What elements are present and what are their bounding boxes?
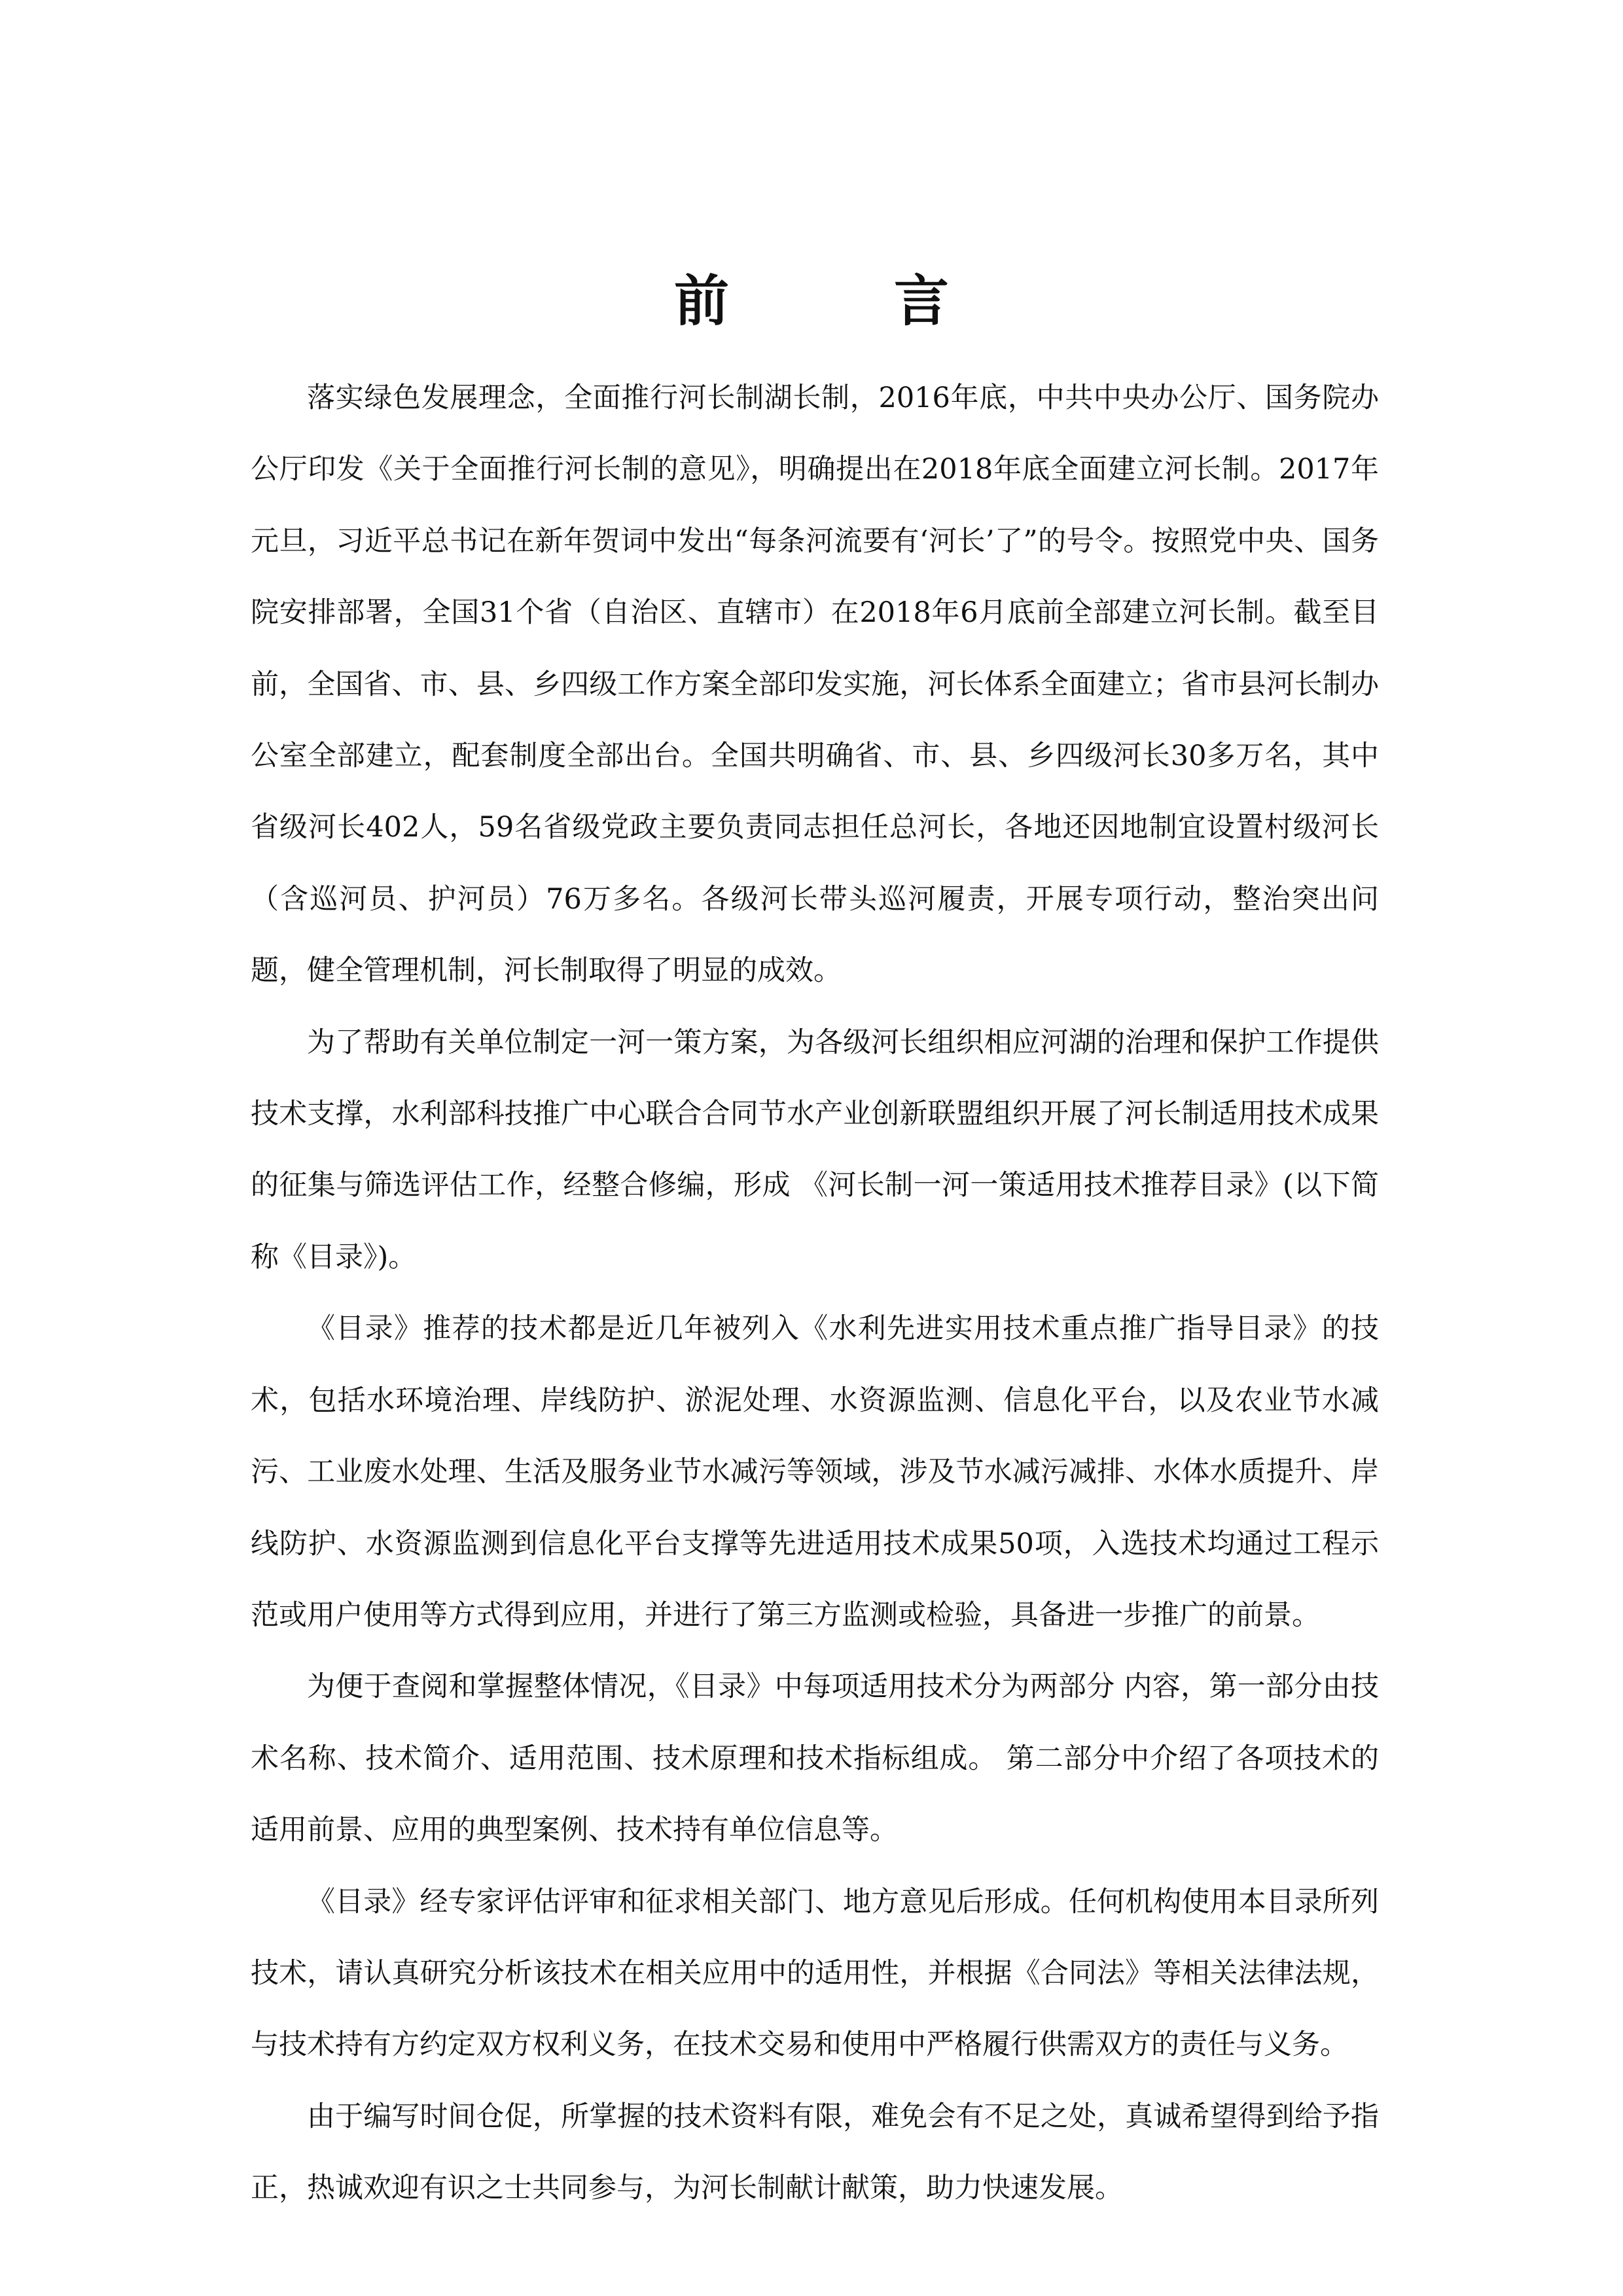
page-title: 前 言 — [673, 268, 1004, 333]
paragraph-3: 《目录》推荐的技术都是近几年被列入《水利先进实用技术重点推广指导目录》的技术，包括水环境治理、岸线防护、淤泥处理、水资源监测、信息化平台，以及农业节水减污、工业废水处理、生活及服务业节水减污等领域，涉及节水减污减排、水体水质提升、岸线防护、水资源监测到信息化平台支撑等先进适用技术成果50项，入选技术均通过工程示范或用户使用等方式得到应用，并进行了第三方监测或检验，具备进一步推广的前景。 — [251, 1312, 1379, 1632]
paragraph-6: 由于编写时间仓促，所掌握的技术资料有限，难免会有不足之处，真诚希望得到给予指正，热诚欢迎有识之士共同参与，为河长制献计献策，助力快速发展。 — [251, 2100, 1379, 2205]
paragraph-5: 《目录》经专家评估评审和征求相关部门、地方意见后形成。任何机构使用本目录所列技术，请认真研究分析该技术在相关应用中的适用性，并根据《合同法》等相关法律法规，与技术持有方约定双方权利义务，在技术交易和使用中严格履行供需双方的责任与义务。 — [251, 1885, 1379, 2062]
paragraph-1: 落实绿色发展理念，全面推行河长制湖长制，2016年底，中共中央办公厅、国务院办公厅印发《关于全面推行河长制的意见》，明确提出在2018年底全面建立河长制。2017年元旦，习近平总书记在新年贺词中发出“每条河流要有‘河长’了”的号令。按照党中央、国务院安排部署，全国31个省（自治区、直辖市）在2018年6月底前全部建立河长制。截至目前，全国省、市、县、乡四级工作方案全部印发实施，河长体系全面建立；省市县河长制办公室全部建立，配套制度全部出台。全国共明确省、市、县、乡四级河长30多万名，其中省级河长402人，59名省级党政主要负责同志担任总河长，各地还因地制宜设置村级河长（含巡河员、护河员）76万多名。各级河长带头巡河履责，开展专项行动，整治突出问题，健全管理机制，河长制取得了明显的成效。 — [251, 382, 1379, 988]
preface-body — [251, 363, 1379, 2225]
paragraph-4: 为便于查阅和掌握整体情况，《目录》中每项适用技术分为两部分 内容，第一部分由技术名称、技术简介、适用范围、技术原理和技术指标组成。 第二部分中介绍了各项技术的适用前景、应用的典型案例、技术持有单位信息等。 — [251, 1670, 1379, 1847]
paragraph-2: 为了帮助有关单位制定一河一策方案，为各级河长组织相应河湖的治理和保护工作提供技术支撑，水利部科技推广中心联合合同节水产业创新联盟组织开展了河长制适用技术成果的征集与筛选评估工作，经整合修编，形成 《河长制一河一策适用技术推荐目录》(以下简称《目录》)。 — [251, 1026, 1379, 1274]
